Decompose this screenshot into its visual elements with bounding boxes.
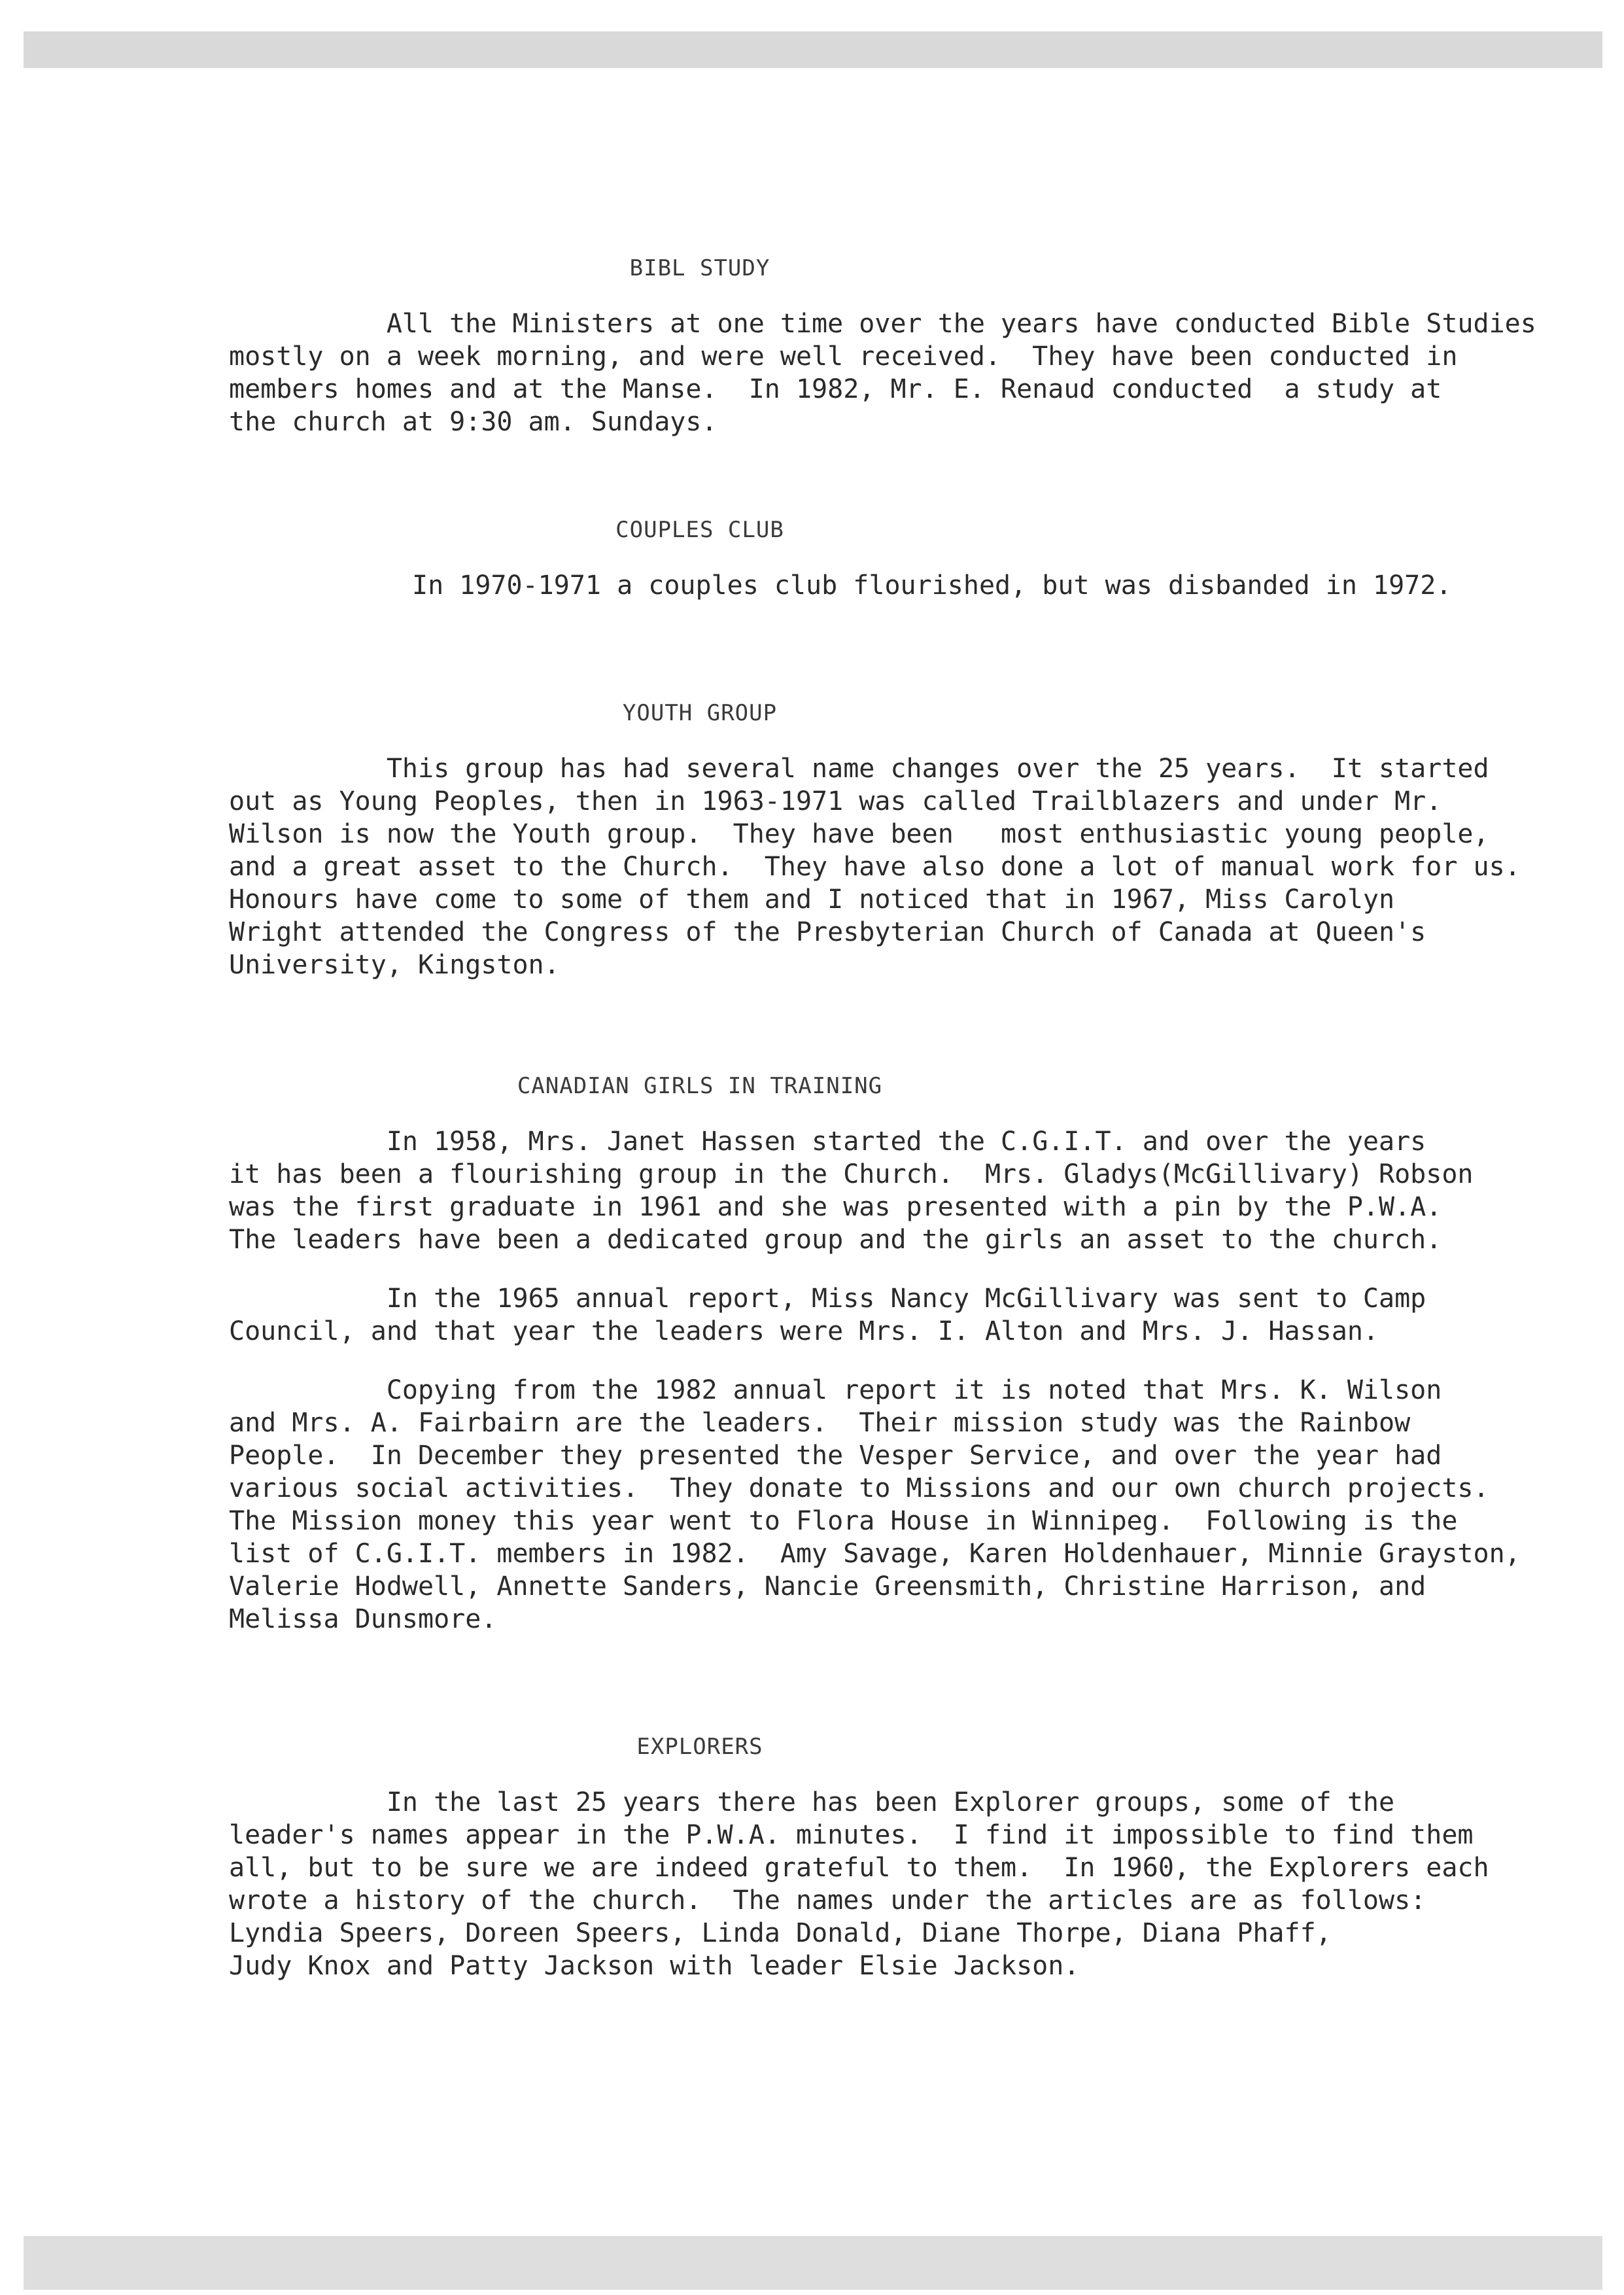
paragraph: In the last 25 years there has been Explorer groups, some of the leader's names appear in the P.W.A. minutes. I find it impossible to find them all, but to be sure we are indeed grateful to them. In 1960, the Explorers each wrote a history of the church. The names under the articles are as follows: Lyndia Speers, Doreen Speers, Linda Donald, Diane Thorpe, Diana Phaff, Judy Knox and Patty Jackson with leader Elsie Jackson.	[229, 1787, 1489, 1981]
scan-edge-top	[24, 31, 1602, 68]
paragraph: Copying from the 1982 annual report it is noted that Mrs. K. Wilson and Mrs. A. Fairbairn are the leaders. Their mission study was the Rainbow People. In December they presented the Vesper Service, and over the year had various social activities. They donate to Missions and our own church projects. The Mission money this year went to Flora House in Winnipeg. Following is the list of C.G.I.T. members in 1982. Amy Savage, Karen Holdenhauer, Minnie Grayston, Valerie Hodwell, Annette Sanders, Nancie Greensmith, Christine Harrison, and Melissa Dunsmore.	[229, 1375, 1521, 1634]
section-cgit	[229, 1073, 1602, 1636]
section-heading: BIBL STUDY	[629, 255, 770, 281]
paragraph: This group has had several name changes over the 25 years. It started out as Young Peoples, then in 1963-1971 was called Trailblazers and under Mr. Wilson is now the Youth group. They have been most enthusiastic young people, and a great asset to the Church. They have also done a lot of manual work for us. Honours have come to some of them and I noticed that in 1967, Miss Carolyn Wright attended the Congress of the Presbyterian Church of Canada at Queen's University, Kingston.	[229, 754, 1521, 980]
paragraph: In 1970-1971 a couples club flourished, but was disbanded in 1972.	[412, 570, 1452, 601]
section-explorers	[229, 1734, 1602, 1982]
section-heading: YOUTH GROUP	[622, 700, 778, 726]
paragraph: In 1958, Mrs. Janet Hassen started the C.G.I.T. and over the years it has been a flourishing group in the Church. Mrs. Gladys(McGillivary) Robson was the first graduate in 1961 and she was presented with a pin by the P.W.A. The leaders have been a dedicated group and the girls an asset to the church.	[229, 1127, 1474, 1255]
section-heading: COUPLES CLUB	[615, 517, 784, 543]
document-page	[229, 255, 1602, 2008]
section-youth-group	[229, 700, 1602, 981]
section-bible-study	[229, 255, 1602, 438]
paragraph: In the 1965 annual report, Miss Nancy McGillivary was sent to Camp Council, and that year the leaders were Mrs. I. Alton and Mrs. J. Hassan.	[229, 1284, 1426, 1346]
paragraph: All the Ministers at one time over the years have conducted Bible Studies mostly on a week morning, and were well received. They have been conducted in members homes and at the Manse. In 1982, Mr. E. Renaud conducted a study at the church at 9:30 am. Sundays.	[229, 309, 1536, 437]
section-couples-club	[229, 517, 1602, 602]
section-heading: EXPLORERS	[636, 1734, 763, 1760]
scan-edge-bottom	[24, 2236, 1602, 2290]
section-heading: CANADIAN GIRLS IN TRAINING	[517, 1073, 883, 1099]
